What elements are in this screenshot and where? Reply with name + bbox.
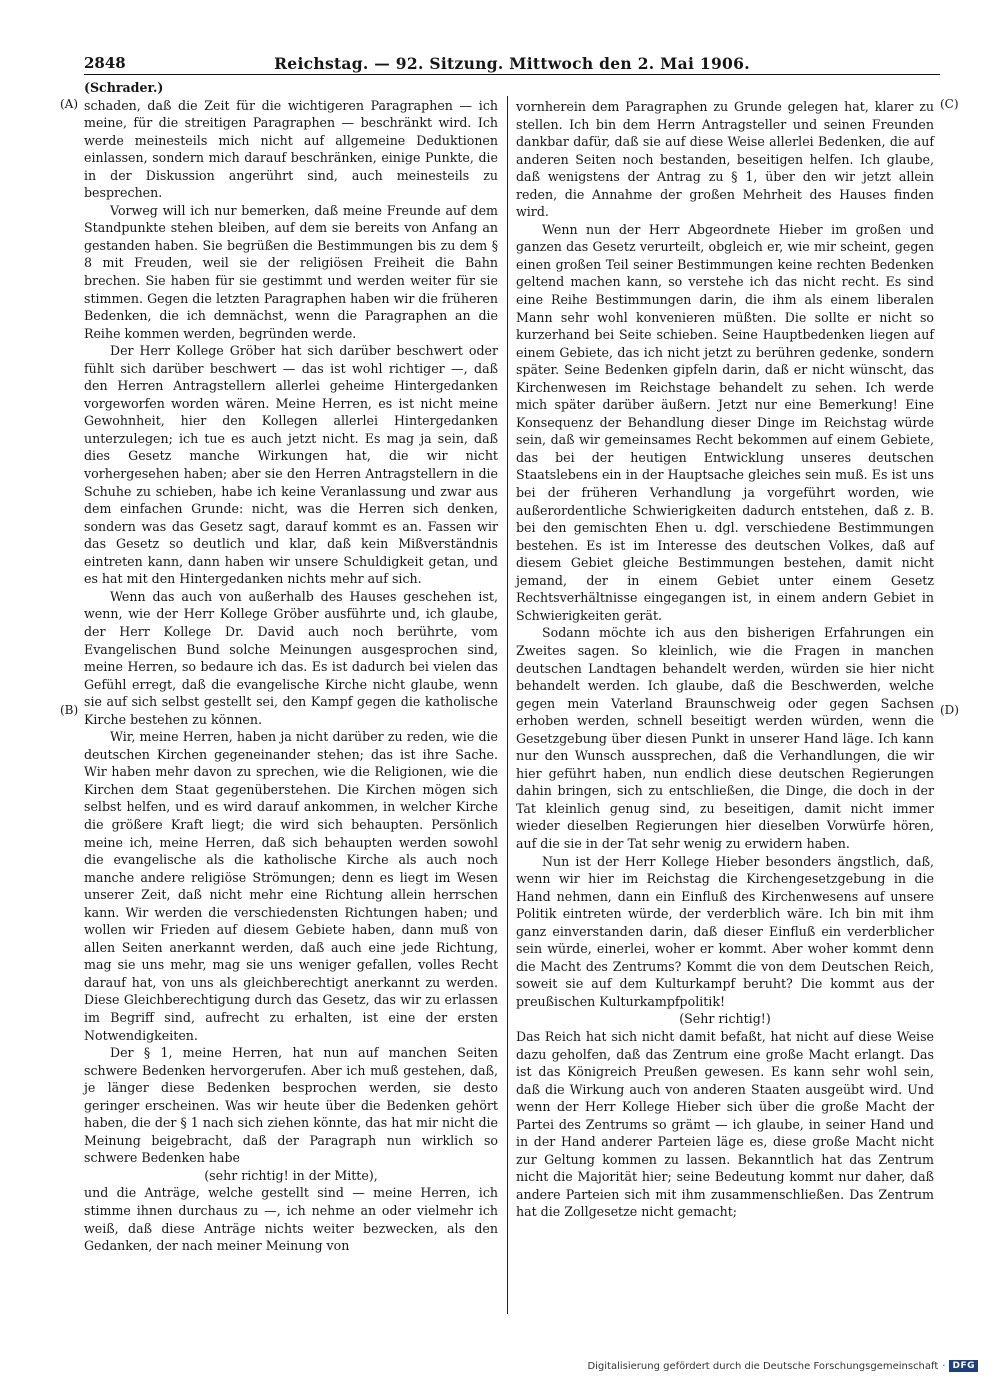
paragraph: Wenn nun der Herr Abgeordnete Hieber im großen und ganzen das Gesetz verurteilt, obgleich er, wie mir scheint, gegen einen großen Teil seiner Bestimmungen keine rechten Bedenken geltend machen kann, so verstehe ich das nicht recht. Es sind eine Reihe Bestimmungen darin, die ihm als einem liberalen Mann sehr wohl konvenieren müßten. Die sollte er nicht so kurzerhand bei Seite schieben. Seine Hauptbedenken liegen auf einem Gebiete, das ich nicht jetzt zu berühren gedenke, sondern später. Seine Bedenken gipfeln darin, daß er nicht wünscht, das Kirchenwesen im Reichstage behandelt zu sehen. Ich werde mich später darüber äußern. Jetzt nur eine Bemerkung! Eine Konsequenz der Behandlung dieser Dinge im Reichstag würde sein, daß wir gemeinsames Recht bekommen auf einem Gebiete, das bei der heutigen Entwicklung unseres deutschen Staatslebens ein in der Hauptsache gleiches sein muß. Es ist uns bei der früheren Verhandlung ja vorgeführt worden, wie außerordentliche Schwierigkeiten dadurch entstehen, daß z. B. bei den gemischten Ehen u. dgl. verschiedene Bestimmungen bestehen. Es ist im Interesse des deutschen Volkes, daß auf diesem Gebiet gleiche Bestimmungen bestehen, damit nicht jemand, der in einem Gebiet unter einem Gesetz Rechtsverhältnisse eingegangen ist, in einem andern Gebiet in Schwierigkeiten gerät.	[516, 221, 934, 623]
dfg-logo: DFG	[949, 1360, 978, 1372]
paragraph: Der § 1, meine Herren, hat nun auf manchen Seiten schwere Bedenken hervorgerufen. Aber ich muß gestehen, daß, je länger diese Bedenken besprochen werden, sie desto geringer erscheinen. Was wir heute über die Bedenken gehört haben, die der § 1 nach sich ziehen könnte, das hat mir nicht die Meinung beigebracht, daß der Paragraph nun wirklich so schwere Bedenken habe	[84, 1045, 498, 1166]
paragraph: Vorweg will ich nur bemerken, daß meine Freunde auf dem Standpunkte stehen bleiben, auf dem sie bereits von Anfang an gestanden haben. Sie begrüßen die Bestimmungen bis zu dem § 8 mit Freuden, weil sie der religiösen Freiheit die Bahn brechen. Sie haben für sie gestimmt und werden weiter für sie stimmen. Gegen die letzten Paragraphen haben wir die früheren Bedenken, die ich demnächst, wenn die Paragraphen an die Reihe kommen werden, begründen werde.	[84, 202, 498, 341]
margin-marker-a: (A)	[60, 97, 79, 111]
right-column	[516, 98, 934, 1221]
speaker-name: (Schrader.)	[84, 80, 164, 95]
margin-marker-c: (C)	[940, 97, 959, 111]
paragraph: Wenn das auch von außerhalb des Hauses geschehen ist, wenn, wie der Herr Kollege Gröber ausführte und, ich glaube, der Herr Kollege Dr. David auch noch berührte, vom Evangelischen Bund solche Meinungen ausgesprochen sind, meine Herren, so bedaure ich das. Es ist dadurch bei vielen das Gefühl erregt, daß die evangelische Kirche nicht glaube, wenn sie auf sich selbst gestellt sei, den Kampf gegen die katholische Kirche bestehen zu können.	[84, 588, 498, 727]
paragraph-continuation: Das Reich hat sich nicht damit befaßt, hat nicht auf diese Weise dazu geholfen, daß das Zentrum eine große Macht erlangt. Das ist das Königreich Preußen gewesen. Es kann sehr wohl sein, daß die Wirkung auch von anderen Staaten ausgeübt wird. Und wenn der Herr Kollege Hieber sich über die große Macht der Partei des Zentrums so grämt — ich glaube, in seiner Hand und in der Hand anderer Parteien läge es, diese große Macht nicht zur Geltung kommen zu lassen. Bekanntlich hat das Zentrum nicht die Majorität hier; seine Bedeutung kommt nur daher, daß andere Parteien sich mit ihm zusammenschließen. Das Zentrum hat die Zollgesetze nicht gemacht;	[516, 1028, 934, 1220]
paragraph: Nun ist der Herr Kollege Hieber besonders ängstlich, daß, wenn wir hier im Reichstag die Kirchengesetzgebung in die Hand nehmen, dann ein Einfluß des Kirchenwesens auf unsere Politik eintreten würde, der verderblich wäre. Ich bin mit ihm ganz einverstanden darin, daß dieser Einfluß ein verderblicher sein würde, einerlei, woher er kommt. Aber woher kommt denn die Macht des Zentrums? Kommt die von dem Deutschen Reich, soweit sie auf dem Kulturkampf beruht? Die kommt aus der preußischen Kulturkampfpolitik!	[516, 853, 934, 1009]
page-number: 2848	[84, 54, 126, 72]
margin-marker-b: (B)	[60, 703, 79, 717]
paragraph: vornherein dem Paragraphen zu Grunde gelegen hat, klarer zu stellen. Ich bin dem Herrn Antragsteller und seinen Freunden dankbar dafür, daß sie auf diese Weise allerlei Bedenken, die auf anderen Seiten noch bestanden, beseitigen helfen. Ich glaube, daß wenigstens der Antrag zu § 1, über den wir jetzt allein reden, die Annahme der großen Mehrheit des Hauses finden wird.	[516, 99, 934, 220]
margin-marker-d: (D)	[940, 703, 959, 717]
paragraph-continuation: und die Anträge, welche gestellt sind — meine Herren, ich stimme ihnen durchaus zu —, ich nehme an oder vielmehr ich weiß, daß diese Anträge nichts weiter bezwecken, als den Gedanken, der nach meiner Meinung von	[84, 1185, 498, 1254]
page-header	[84, 54, 940, 74]
paragraph: Wir, meine Herren, haben ja nicht darüber zu reden, wie die deutschen Kirchen gegeneinander stehen; das ist ihre Sache. Wir haben mehr davon zu sprechen, wie die Religionen, wie die Kirchen dem Staat gegenüberstehen. Die Kirchen mögen sich selbst helfen, und es wird darauf ankommen, in welcher Kirche die größere Kraft liegt; die wird sich behaupten. Persönlich meine ich, meine Herren, daß sich behaupten werden sowohl die evangelische als die katholische Kirche als auch noch manche andere religiöse Strömungen; denn es liegt im Wesen unserer Zeit, daß nicht mehr eine Richtung allein herrschen kann. Wir werden die verschiedensten Richtungen haben; und wollen wir Frieden auf diesem Gebiete haben, dann muß von allen Seiten anerkannt werden, daß auch eine jede Richtung, mag sie uns mehr, mag sie uns weniger gefallen, volles Recht darauf hat, von uns als gleichberechtigt anerkannt zu werden. Diese Gleichberechtigung durch das Gesetz, das wir zu erlassen im Begriff sind, aufrecht zu erhalten, ist eine der ersten Notwendigkeiten.	[84, 729, 498, 1043]
header-rule	[84, 74, 940, 75]
left-column	[84, 79, 498, 1255]
running-head: Reichstag. — 92. Sitzung. Mittwoch den 2. Mai 1906.	[274, 54, 750, 73]
interjection: (sehr richtig! in der Mitte),	[204, 1167, 378, 1183]
paragraph: Der Herr Kollege Gröber hat sich darüber beschwert oder fühlt sich darüber beschwert — das ist wohl richtiger —, daß den Herren Antragstellern allerlei geheime Hintergedanken vorgeworfen worden wären. Meine Herren, es ist nicht meine Gewohnheit, hier den Kollegen allerlei Hintergedanken unterzulegen; ich tue es auch jetzt nicht. Es mag ja sein, daß dies Gesetz manche Wirkungen hat, die wir nicht vorhergesehen haben; aber sie den Herren Antragstellern in die Schuhe zu schieben, habe ich keine Veranlassung und zwar aus dem einfachen Grunde: nicht, was die Herren sich denken, sondern was das Gesetz sagt, darauf kommt es an. Fassen wir das Gesetz so deutlich und klar, daß kein Mißverständnis eintreten kann, dann haben wir unsere Schuldigkeit getan, und es hat mit den Hintergedanken nichts mehr auf sich.	[84, 343, 498, 587]
interjection: (Sehr richtig!)	[679, 1011, 771, 1027]
paragraph: schaden, daß die Zeit für die wichtigeren Paragraphen — ich meine, für die streitigen Paragraphen — beschränkt wird. Ich werde meinesteils mich nicht auf allgemeine Deduktionen einlassen, sondern mich darauf beschränken, einige Punkte, die in der Diskussion angerührt sind, auch meinesteils zu besprechen.	[84, 97, 498, 201]
paragraph: Sodann möchte ich aus den bisherigen Erfahrungen ein Zweites sagen. So kleinlich, wie die Fragen in manchen deutschen Landtagen behandelt werden, würden sie hier nicht behandelt werden. Ich glaube, daß die Beschwerden, welche gegen mein Vaterland Braunschweig oder gegen Sachsen erhoben werden, schnell beseitigt werden würden, wenn die Gesetzgebung über diesen Punkt in unserer Hand läge. Ich kann nur den Wunsch aussprechen, daß die Verhandlungen, die wir hier geführt haben, nun endlich diese deutschen Regierungen dahin bringen, sich zu entschließen, die Dinge, die doch in der Tat kleinlich genug sind, zu beseitigen, damit nicht immer wieder dieselben Regierungen hier dieselben Vorwürfe hören, auf die sie in der Tat sehr wenig zu erwidern haben.	[516, 625, 934, 851]
digitization-footer: Digitalisierung gefördert durch die Deutsche Forschungsgemeinschaft · DFG	[587, 1360, 978, 1372]
column-divider	[507, 96, 508, 1314]
footer-text: Digitalisierung gefördert durch die Deutsche Forschungsgemeinschaft	[587, 1360, 939, 1372]
